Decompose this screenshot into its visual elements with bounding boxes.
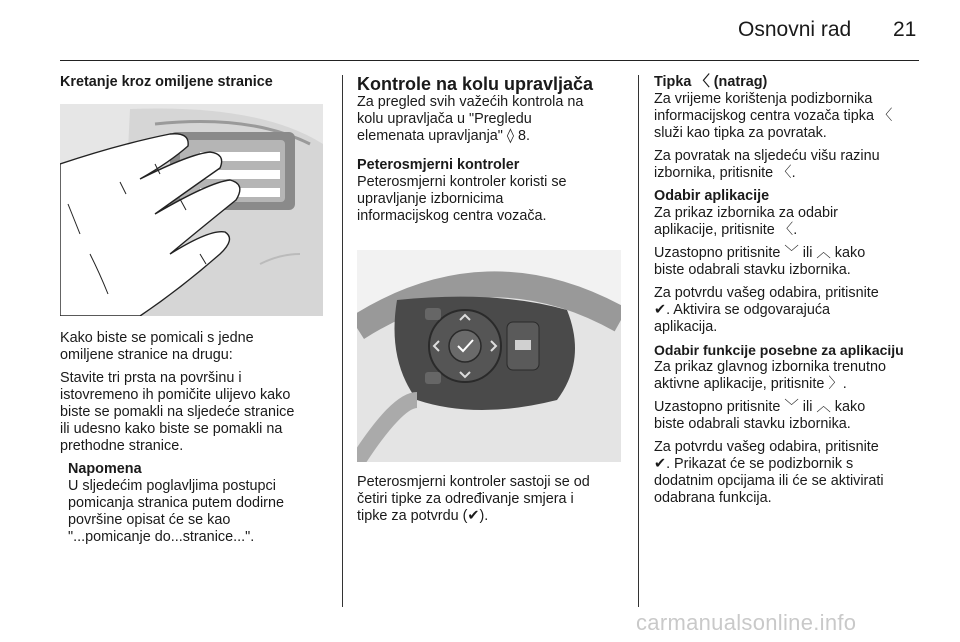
chevron-down-icon: ﹀: [784, 399, 799, 415]
five-way-para-2-text: Peterosmjerni kontroler sastoji se od četiri tipke za određivanje smjera i tipke za potvrdu (: [357, 474, 590, 524]
column-2: [357, 74, 627, 231]
back-para-2-text: Za povratak na sljedeću višu razinu izbornika, pritisnite: [654, 148, 880, 181]
app-select-para-3-text: Za potvrdu vašeg odabira, pritisnite: [654, 285, 879, 301]
chevron-down-icon: ﹀: [784, 245, 799, 261]
column-1-body: [60, 330, 330, 552]
subheading-five-way: Peterosmjerni kontroler: [357, 157, 520, 173]
app-select-para-2-end: kako biste odabrali stavku izbornika.: [654, 245, 866, 278]
note-text: U sljedećim poglavljima postupci pomicanja stranica putem dodirne površine opisat će se kao "...pomicanje do...stranice...".: [68, 478, 284, 545]
app-function-para-3-end: . Prikazat će se podizbornik s dodatnim opcijama ili će se aktivirati odabrana funkcija.: [654, 456, 884, 506]
app-select-para-1-text: Za prikaz izbornika za odabir aplikacije, pritisnite: [654, 205, 838, 238]
section-heading-favorites: Kretanje kroz omiljene stranice: [60, 74, 273, 90]
check-icon: ✔: [467, 508, 480, 524]
check-icon: ✔: [654, 302, 667, 318]
app-function-para-2-text: Uzastopno pritisnite: [654, 399, 785, 415]
five-way-para-1: Peterosmjerni kontroler koristi se upravljanje izbornicima informacijskog centra vozača.: [357, 174, 567, 224]
note-title: Napomena: [68, 461, 142, 477]
column-divider: [638, 75, 639, 607]
page-number: 21: [893, 18, 917, 41]
app-function-para-2-mid: ili: [798, 399, 817, 415]
note-box: [60, 461, 330, 546]
chevron-left-icon: 〈: [778, 222, 794, 238]
back-para-1: [654, 91, 924, 142]
header-title: Osnovni rad: [738, 18, 852, 41]
app-function-para-3: [654, 439, 924, 507]
back-heading-text: Tipka: [654, 74, 692, 90]
app-select-para-2: [654, 245, 924, 279]
app-select-para-2-mid: ili: [798, 245, 817, 261]
app-function-para-2-end: kako biste odabrali stavku izbornika.: [654, 399, 866, 432]
steering-wheel-controls-illustration: [357, 250, 621, 462]
back-para-1-text: Za vrijeme korištenja podizbornika informacijskog centra vozača tipka: [654, 91, 874, 124]
five-way-para-2: [357, 474, 627, 525]
app-function-para-1-end: .: [842, 376, 847, 392]
app-select-para-1-end: .: [793, 222, 798, 238]
subheading-app-function: Odabir funkcije posebne za aplikaciju: [654, 342, 904, 358]
favorites-para-1: Kako biste se pomicali s jedne omiljene stranice na drugu:: [60, 330, 254, 363]
chevron-up-icon: ︿: [816, 399, 831, 415]
back-para-1-end: služi kao tipka za povratak.: [654, 125, 827, 141]
chevron-right-icon: 〉: [828, 376, 843, 392]
cross-reference-icon: ◊: [506, 128, 515, 144]
chevron-left-icon: 〈: [777, 165, 792, 181]
app-select-para-2-text: Uzastopno pritisnite: [654, 245, 785, 261]
column-3: [654, 74, 924, 513]
column-divider: [342, 75, 343, 607]
app-select-para-1: [654, 205, 924, 239]
app-function-para-1-text: Za prikaz glavnog izbornika trenutno aktivne aplikacije, pritisnite: [654, 359, 886, 392]
steering-intro-ref: 8.: [518, 128, 531, 144]
app-select-para-3-end: . Aktivira se odgovarajuća aplikacija.: [654, 302, 831, 335]
app-function-para-3-text: Za potvrdu vašeg odabira, pritisnite: [654, 439, 879, 455]
chevron-left-icon: 〈: [877, 108, 893, 124]
page-header: [0, 0, 960, 62]
header-rule: [60, 60, 919, 61]
app-function-para-2: [654, 399, 924, 433]
app-function-para-1: [654, 359, 924, 393]
watermark: carmanualsonline.info: [636, 610, 857, 635]
chevron-left-icon: 〈: [695, 74, 710, 90]
chevron-up-icon: ︿: [816, 245, 831, 261]
subheading-back-button: [654, 74, 924, 91]
section-heading-steering-controls: Kontrole na kolu upravljača: [357, 74, 594, 94]
touchpad-gesture-illustration: [60, 104, 323, 316]
back-heading-suffix: (natrag): [713, 74, 768, 90]
steering-intro: [357, 94, 627, 145]
column-2-body: [357, 474, 627, 531]
steering-intro-text: Za pregled svih važećih kontrola na kolu upravljača u "Pregledu elemenata upravljanja": [357, 94, 584, 144]
five-way-para-2-end: ).: [479, 508, 489, 524]
check-icon: ✔: [654, 456, 667, 472]
back-para-2: [654, 148, 924, 182]
app-select-para-3: [654, 285, 924, 336]
subheading-app-select: Odabir aplikacije: [654, 188, 770, 204]
back-para-2-end: .: [791, 165, 796, 181]
favorites-para-2: Stavite tri prsta na površinu i istovremeno ih pomičite ulijevo kako biste se pomakli na sljedeće stranice ili udesno kako biste se pomakli na prethodne stranice.: [60, 370, 295, 454]
column-1: [60, 74, 330, 91]
